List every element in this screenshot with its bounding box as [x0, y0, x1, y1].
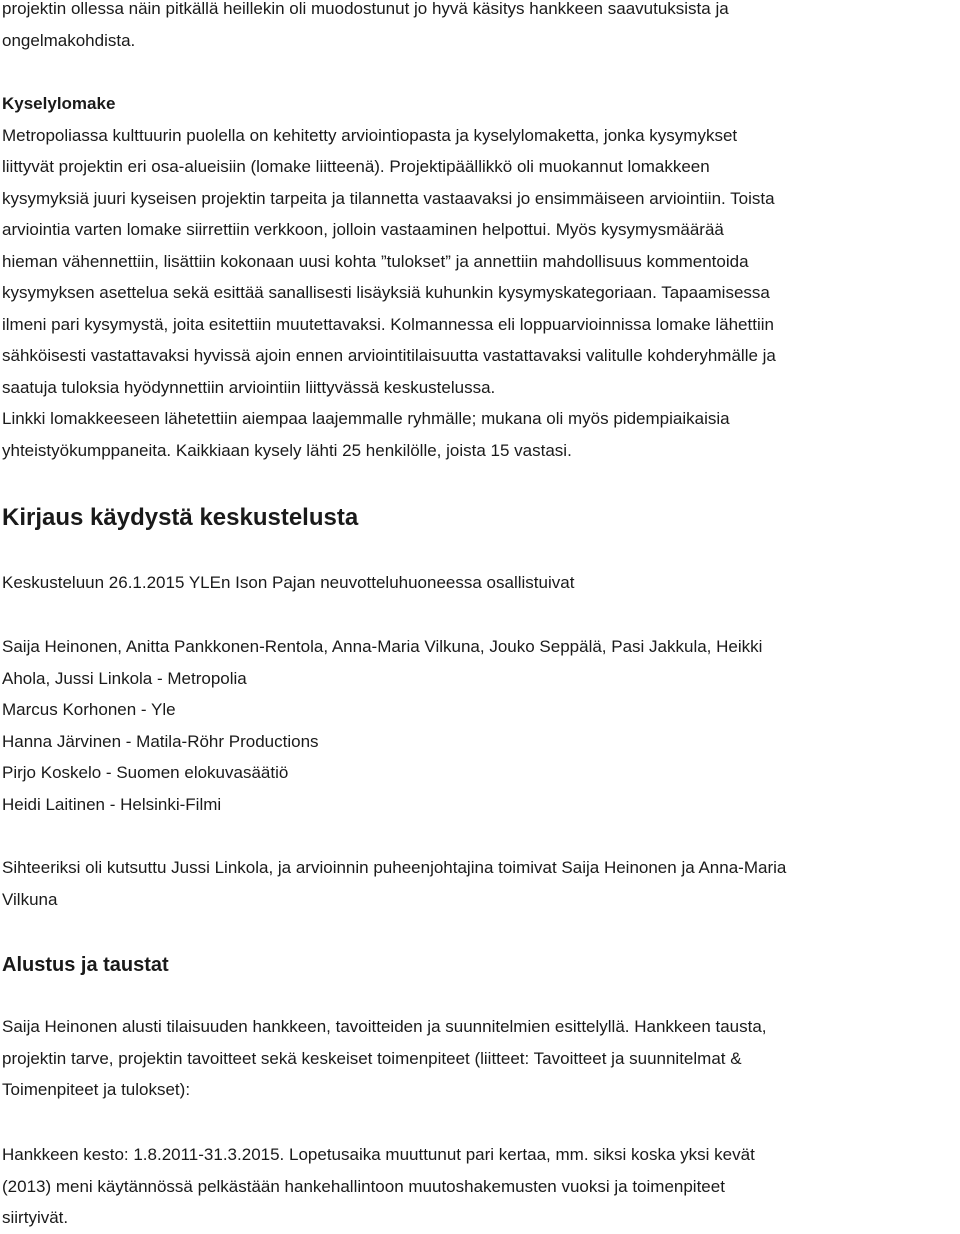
participant-line: Saija Heinonen, Anitta Pankkonen-Rentola, Anna-Maria Vilkuna, Jouko Seppälä, Pasi Jakkula, Heikki — [2, 637, 763, 656]
participant-line: Heidi Laitinen - Helsinki-Filmi — [2, 794, 222, 814]
kyselylomake-section — [2, 88, 957, 466]
alustus-heading: Alustus ja taustat — [2, 954, 169, 976]
participant-line: Marcus Korhonen - Yle — [2, 700, 176, 719]
text-line: saatuja tuloksia hyödynnettiin arviointiin liittyvässä keskustelussa. — [2, 377, 496, 397]
text-line: yhteistyökumppaneita. Kaikkiaan kysely lähti 25 henkilölle, joista 15 vastasi. — [2, 440, 572, 460]
text-line: Hankkeen kesto: 1.8.2011-31.3.2015. Lopetusaika muuttunut pari kertaa, mm. siksi koska yksi kevät — [2, 1145, 755, 1164]
text-line: kysymyksen asettelua sekä esittää sanallisesti lisäyksiä kuhunkin kysymyskategoriaan. Tapaamisessa — [2, 283, 770, 302]
text-line: Metropoliassa kulttuurin puolella on kehitetty arviointiopasta ja kyselylomaketta, jonka kysymykset — [2, 125, 738, 145]
text-line: Vilkuna — [2, 889, 58, 909]
kirjaus-heading: Kirjaus käydystä keskustelusta — [2, 504, 359, 531]
text-line: projektin ollessa näin pitkällä heillekin oli muodostunut jo hyvä käsitys hankkeen saavutuksista ja — [2, 0, 729, 18]
text-line: projektin tarve, projektin tavoitteet sekä keskeiset toimenpiteet (liitteet: Tavoitteet ja suunnitelmat & — [2, 1048, 742, 1068]
text-line: Toimenpiteet ja tulokset): — [2, 1080, 191, 1099]
meeting-paragraph — [2, 567, 957, 599]
text-line: sähköisesti vastattavaksi hyvissä ajoin ennen arviointitilaisuutta vastattavaksi valitulle kohderyhmälle ja — [2, 346, 776, 365]
duration-paragraph — [2, 1139, 957, 1234]
participant-line: Pirjo Koskelo - Suomen elokuvasäätiö — [2, 763, 289, 782]
text-line: siirtyivät. — [2, 1208, 69, 1227]
text-line: Saija Heinonen alusti tilaisuuden hankkeen, tavoitteiden ja suunnitelmien esittelyllä. Hankkeen tausta, — [2, 1017, 767, 1036]
text-line: ilmeni pari kysymystä, joita esitettiin muutettavaksi. Kolmannessa eli loppuarvioinnissa lomake lähettiin — [2, 314, 774, 334]
secretary-paragraph — [2, 852, 957, 915]
intro-paragraph — [2, 0, 957, 56]
text-line: kysymyksiä juuri kyseisen projektin tarpeita ja tilannetta vastaavaksi jo ensimmäiseen arviointiin. Toista — [2, 188, 775, 208]
text-line: (2013) meni käytännössä pelkästään hankehallintoon muutoshakemusten vuoksi ja toimenpiteet — [2, 1176, 725, 1196]
participant-line: Ahola, Jussi Linkola - Metropolia — [2, 668, 247, 688]
text-line: ongelmakohdista. — [2, 30, 136, 50]
text-line: liittyvät projektin eri osa-alueisiin (lomake liitteenä). Projektipäällikkö oli muokannut lomakkeen — [2, 157, 710, 176]
text-line: Sihteeriksi oli kutsuttu Jussi Linkola, ja arvioinnin puheenjohtajina toimivat Saija Heinonen ja Anna-Maria — [2, 858, 787, 877]
kyselylomake-heading: Kyselylomake — [2, 94, 116, 113]
participant-line: Hanna Järvinen - Matila-Röhr Productions — [2, 731, 319, 751]
text-line: arviointia varten lomake siirrettiin verkkoon, jolloin vastaaminen helpottui. Myös kysymysmäärää — [2, 220, 724, 239]
participants-list — [2, 631, 957, 820]
text-line: Linkki lomakkeeseen lähetettiin aiempaa laajemmalle ryhmälle; mukana oli myös pidempiaikaisia — [2, 409, 730, 428]
alustus-paragraph — [2, 1011, 957, 1106]
text-line: hieman vähennettiin, lisättiin kokonaan uusi kohta ”tulokset” ja annettiin mahdollisuus kommentoida — [2, 251, 749, 271]
text-line: Keskusteluun 26.1.2015 YLEn Ison Pajan neuvotteluhuoneessa osallistuivat — [2, 573, 575, 592]
